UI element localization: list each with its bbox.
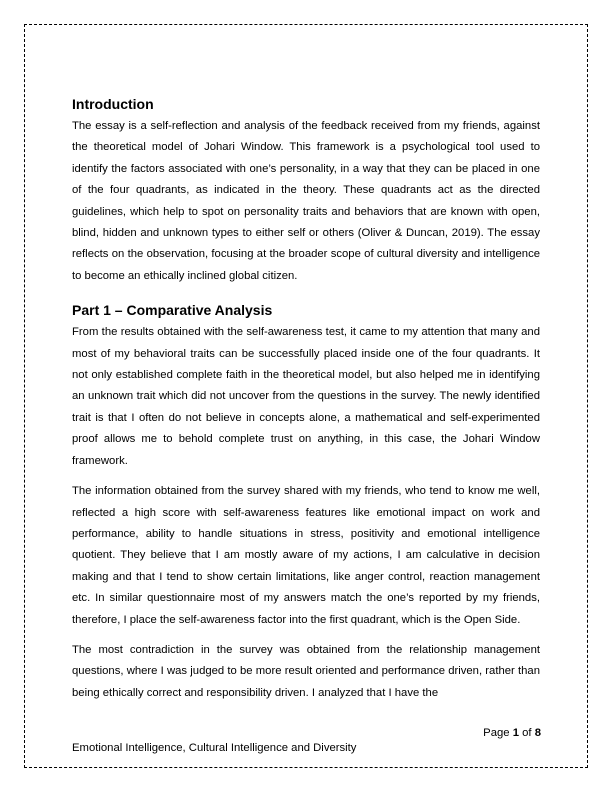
section-heading-introduction: Introduction [72, 96, 154, 112]
part1-paragraph-1: From the results obtained with the self-awareness test, it came to my attention that many and most of my behavioral traits can be successfully placed inside one of the four quadrants. It not only established complete faith in the theoretical model, but also helped me in identifying an unknown trait which did not uncover from the questions in the survey. The newly identified trait is that I often do not believe in concepts alone, a mathematical and self-experimented proof allows me to behold complete trust on anything, in this case, the Johari Window framework. [72, 326, 540, 467]
section-heading-part-1: Part 1 – Comparative Analysis [72, 302, 273, 319]
document-body [72, 96, 540, 704]
page-footer: Emotional Intelligence, Cultural Intelligence and Diversity [72, 742, 357, 754]
page-separator: of [522, 727, 532, 739]
page-current: 1 [512, 727, 519, 739]
part1-paragraph-2: The information obtained from the survey shared with my friends, who tend to know me well, reflected a high score with self-awareness features like emotional impact on work and performance, ability to handle situations in stress, positivity and emotional intelligence quotient. They believe that I am mostly aware of my actions, I am calculative in decision making and that I tend to show certain limitations, like anger control, reaction management etc. In similar questionnaire most of my answers match the one’s reported by my friends, therefore, I place the self-awareness factor into the first quadrant, which is the Open Side. [72, 485, 540, 626]
part1-paragraph-3: The most contradiction in the survey was obtained from the relationship management questions, where I was judged to be more result oriented and performance driven, rather than being ethically correct and responsibility driven. I analyzed that I have the [72, 643, 540, 699]
page-total: 8 [534, 727, 541, 739]
intro-paragraph: The essay is a self-reflection and analysis of the feedback received from my friends, against the theoretical model of Johari Window. This framework is a psychological tool used to identify the factors associated with one’s personality, in a way that they can be placed in one of the four quadrants, as indicated in the theory. These quadrants act as the directed guidelines, which help to spot on personality traits and behaviors that are known with open, blind, hidden and unknown types to either self or others (Oliver & Duncan, 2019). The essay reflects on the observation, focusing at the broader scope of cultural diversity and intelligence to become an ethically inclined global citizen. [72, 120, 540, 282]
page-number [483, 727, 541, 739]
page-label: Page [483, 727, 510, 739]
